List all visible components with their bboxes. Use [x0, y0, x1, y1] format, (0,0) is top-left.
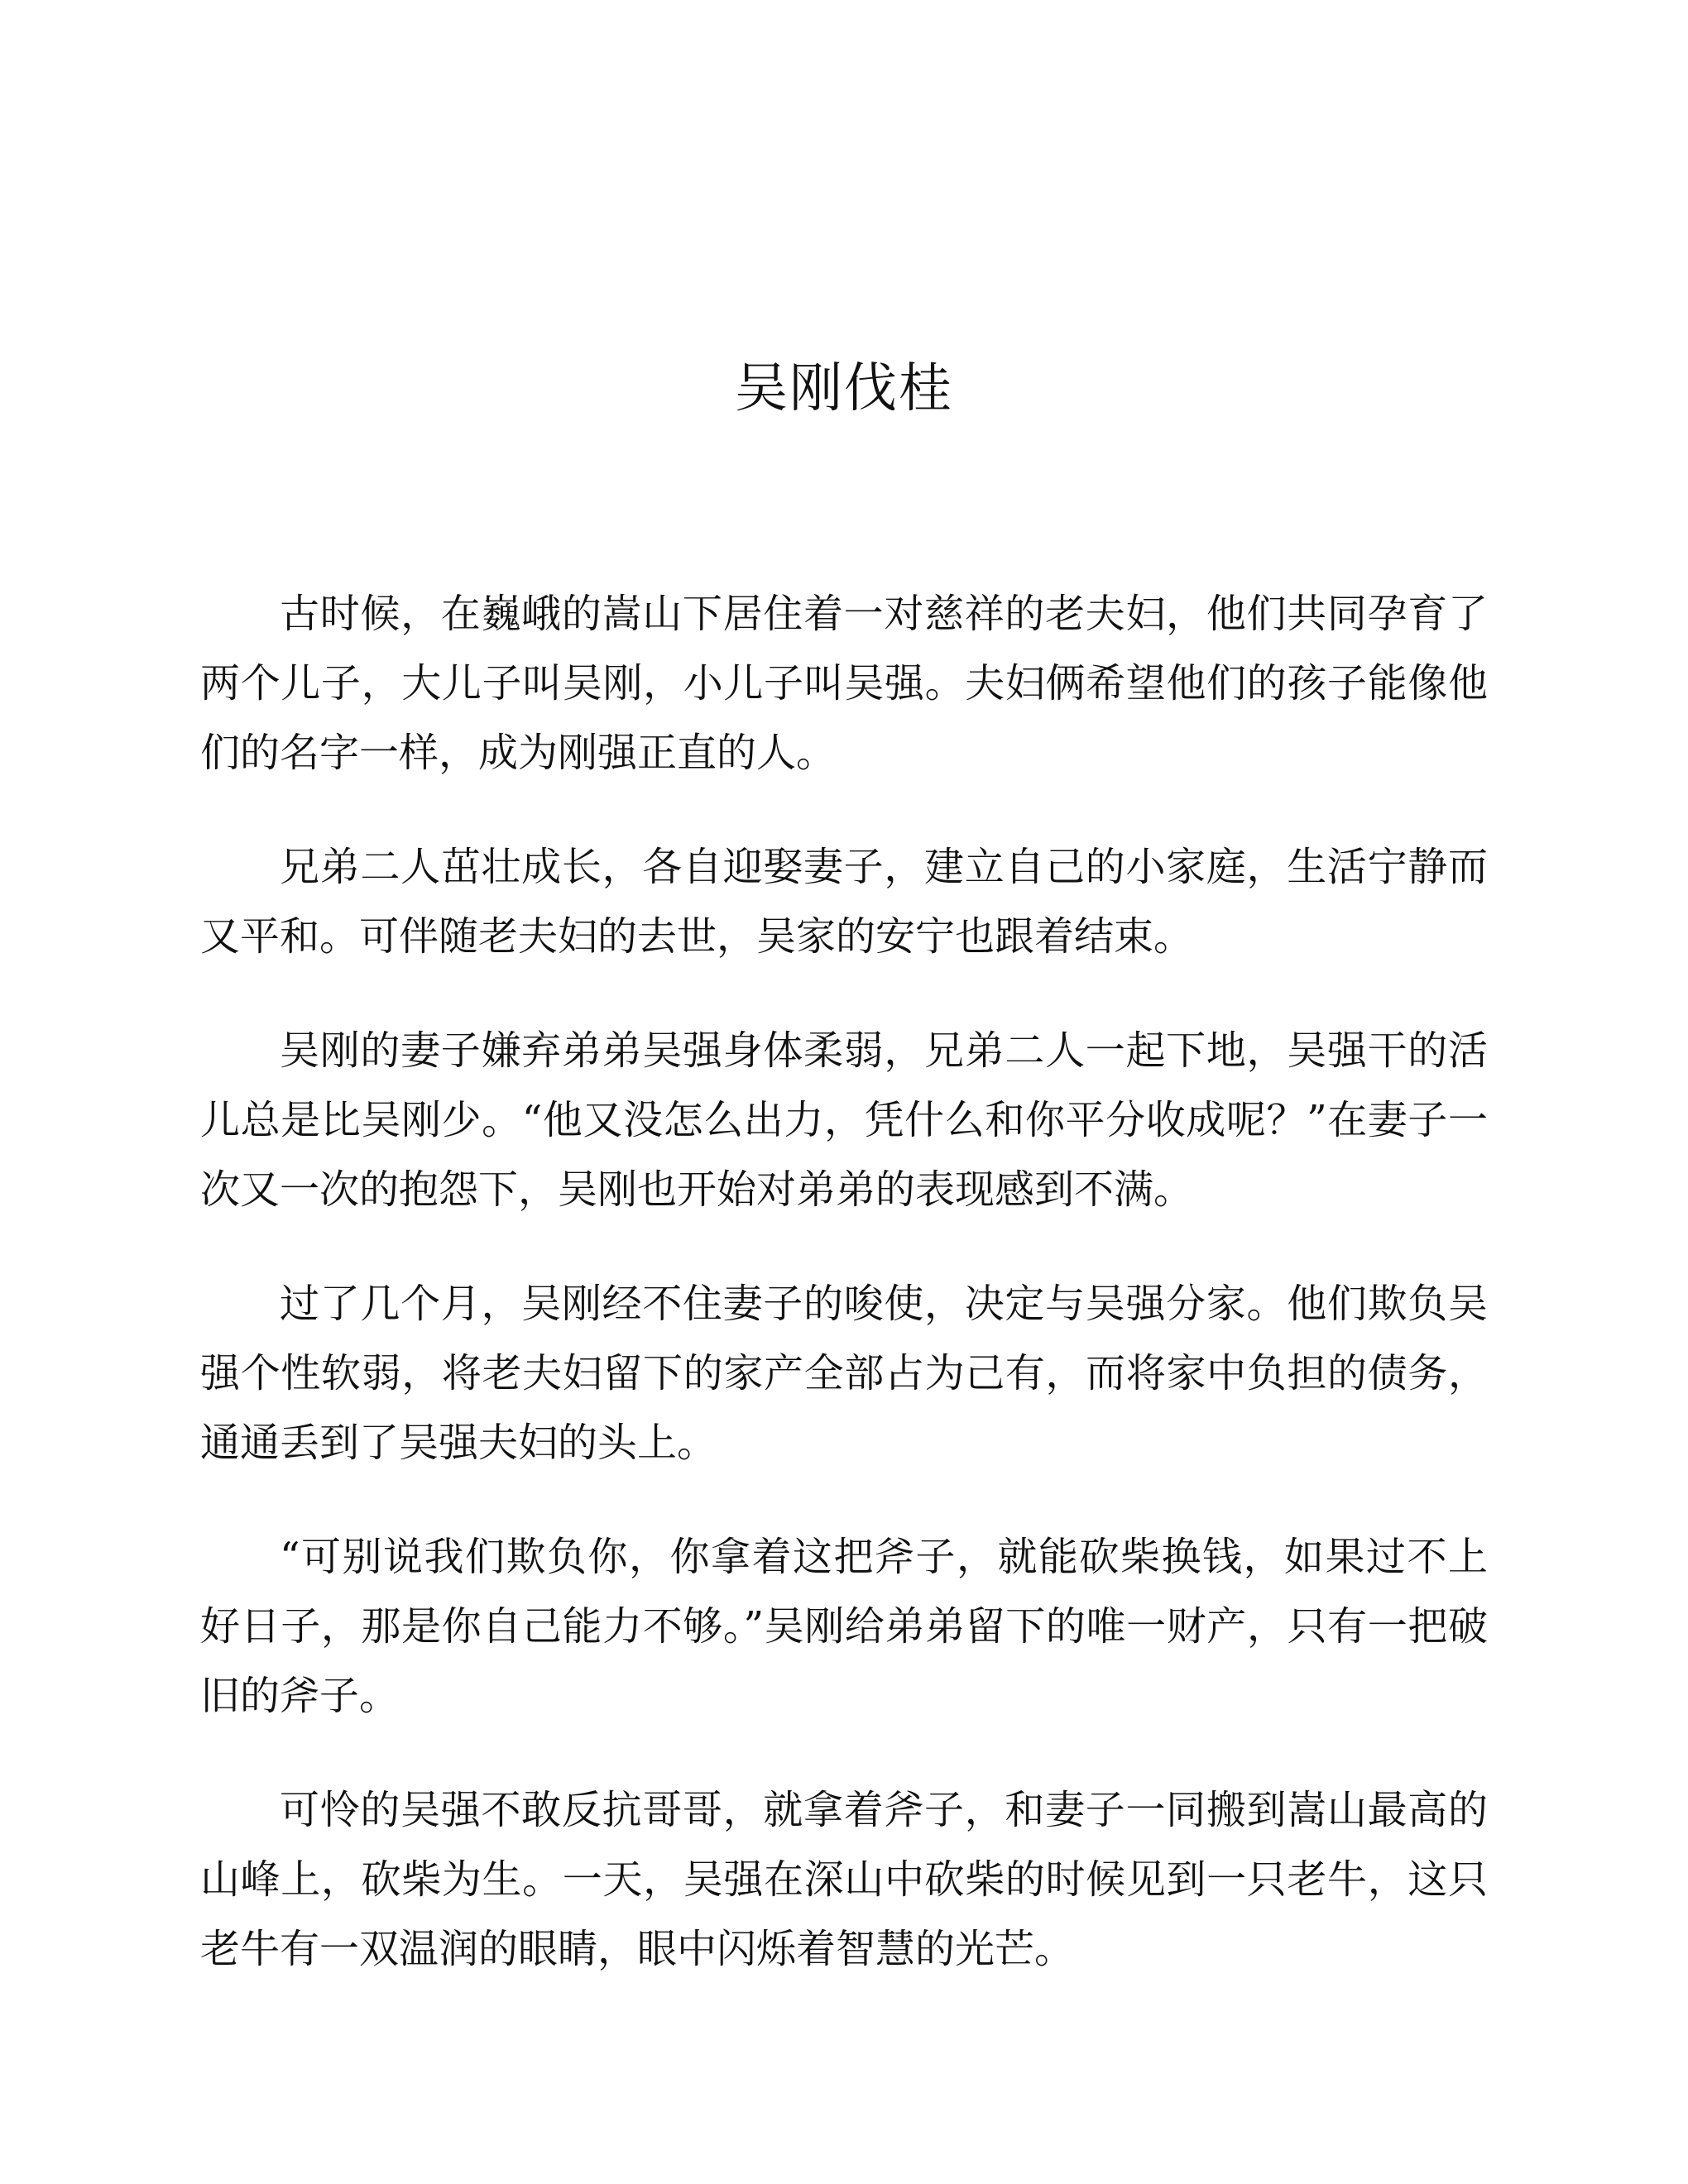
paragraph-3: 吴刚的妻子嫌弃弟弟吴强身体柔弱，兄弟二人一起下地，吴强干的活儿总是比吴刚少。“他又没怎么出力，凭什么和你平分收成呢？”在妻子一次又一次的抱怨下，吴刚也开始对弟弟的表现感到不满。 [200, 1027, 1488, 1213]
paragraph-2: 兄弟二人茁壮成长，各自迎娶妻子，建立自己的小家庭，生活宁静而又平和。可伴随老夫妇的去世，吴家的安宁也跟着结束。 [200, 844, 1488, 960]
story-body [200, 579, 1488, 2028]
paragraph-1: 古时候，在巍峨的嵩山下居住着一对慈祥的老夫妇，他们共同孕育了两个儿子，大儿子叫吴刚，小儿子叫吴强。夫妇俩希望他们的孩子能像他们的名字一样，成为刚强正直的人。 [200, 591, 1488, 776]
paragraph-5: “可别说我们欺负你，你拿着这把斧子，就能砍柴换钱，如果过不上好日子，那是你自己能力不够。”吴刚给弟弟留下的唯一财产，只有一把破旧的斧子。 [200, 1534, 1488, 1719]
paragraph-4: 过了几个月，吴刚经不住妻子的唆使，决定与吴强分家。他们欺负吴强个性软弱，将老夫妇留下的家产全部占为己有，而将家中负担的债务，通通丢到了吴强夫妇的头上。 [200, 1281, 1488, 1466]
page-title: 吴刚伐桂 [735, 358, 953, 419]
paragraph-6: 可怜的吴强不敢反抗哥哥，就拿着斧子，和妻子一同搬到嵩山最高的山峰上，砍柴为生。一天，吴强在深山中砍柴的时候见到一只老牛，这只老牛有一双温润的眼睛，眼中闪烁着智慧的光芒。 [200, 1787, 1488, 1972]
